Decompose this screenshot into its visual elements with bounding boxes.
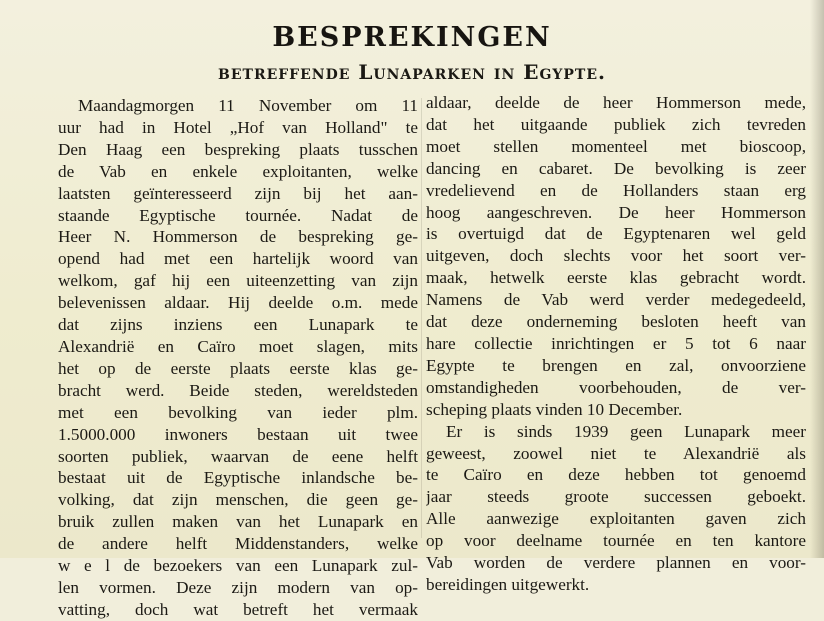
article-text-line: laatsten geïnteresseerd zijn bij het aan-	[58, 183, 418, 203]
article-text-line: bruik zullen maken van het Lunapark en	[58, 512, 418, 532]
article-text-line: op voor deelname tournée en ten kantore	[426, 531, 806, 551]
article-text-line: Alexandrië en Caïro moet slagen, mits	[58, 336, 418, 356]
article-text-line: te Caïro en deze hebben tot genoemd	[426, 465, 806, 485]
article-text-line: vatting, doch wat betreft het vermaak	[58, 599, 418, 619]
article-text-line: soorten publiek, waarvan de eene helft	[58, 446, 418, 466]
article-text-line: met een bevolking van ieder plm.	[58, 402, 418, 422]
article-text-line: de Vab en enkele exploitanten, welke	[58, 161, 418, 181]
article-text-line: vredelievend en de Hollanders staan erg	[426, 180, 806, 200]
article-text-line: Vab worden de verdere plannen en voor-	[426, 553, 806, 573]
article-text-line: Namens de Vab werd verder medegedeeld,	[426, 290, 806, 310]
article-text-line: jaar steeds groote successen geboekt.	[426, 487, 806, 507]
article-text-line: dat het uitgaande publiek zich tevreden	[426, 114, 806, 134]
article-text-line: het op de eerste plaats eerste klas ge-	[58, 358, 418, 378]
article-text-line: volking, dat zijn menschen, die geen ge-	[58, 490, 418, 510]
article-text-line: 1.5000.000 inwoners bestaan uit twee	[58, 424, 418, 444]
article-column-left	[58, 95, 418, 621]
article-text-line: opend had met een hartelijk woord van	[58, 249, 418, 269]
article-subheadline: betreffende Lunaparken in Egypte.	[218, 60, 606, 84]
article-text-line: welkom, gaf hij een uiteenzetting van zijn	[58, 271, 418, 291]
article-text-line: dat deze onderneming besloten heeft van	[426, 312, 806, 332]
article-text-line: belevenissen aldaar. Hij deelde o.m. mede	[58, 293, 418, 313]
article-text-line: staande Egyptische tournée. Nadat de	[58, 205, 418, 225]
article-column-right	[426, 92, 806, 596]
article-text-line: scheping plaats vinden 10 December.	[426, 399, 683, 419]
article-text-line: moet stellen momenteel met bioscoop,	[426, 136, 806, 156]
article-text-line: aldaar, deelde de heer Hommerson mede,	[426, 93, 806, 112]
article-text-line: Heer N. Hommerson de bespreking ge-	[58, 227, 418, 247]
article-text-line: bracht werd. Beide steden, wereldsteden	[58, 380, 418, 400]
article-text-line: omstandigheden voorbehouden, de ver-	[426, 377, 806, 397]
article-text-line: bestaat uit de Egyptische inlandsche be-	[58, 468, 418, 488]
article-text-line: Alle aanwezige exploitanten gaven zich	[426, 509, 806, 529]
article-text-line: uur had in Hotel „Hof van Holland" te	[58, 117, 418, 137]
article-text-line: geweest, zoowel niet te Alexandrië als	[426, 443, 806, 463]
article-headline: BESPREKINGEN	[272, 22, 552, 53]
article-text-line: Er is sinds 1939 geen Lunapark meer	[446, 421, 806, 441]
article-text-line: Maandagmorgen 11 November om 11	[78, 96, 418, 115]
article-text-line: dat zijns inziens een Lunapark te	[58, 315, 418, 335]
article-text-line: is overtuigd dat de Egyptenaren wel geld	[426, 224, 806, 244]
column-divider	[421, 98, 422, 538]
article-text-line: hoog aangeschreven. De heer Hommerson	[426, 202, 806, 222]
article-text-line: len vormen. Deze zijn modern van op-	[58, 577, 418, 597]
article-text-line: bereidingen uitgewerkt.	[426, 574, 590, 594]
article-text-line: de andere helft Middenstanders, welke	[58, 534, 418, 554]
article-text-line: w e l de bezoekers van een Lunapark zul-	[58, 556, 418, 576]
article-text-line: Egypte te brengen en zal, onvoorziene	[426, 355, 806, 375]
article-text-line: hare collectie inrichtingen er 5 tot 6 naar	[426, 333, 806, 353]
article-text-line: dancing en cabaret. De bevolking is zeer	[426, 158, 806, 178]
article-text-line: uitgeven, doch slechts voor het soort ver-	[426, 246, 806, 266]
article-text-line: maak, hetwelk eerste klas gebracht wordt.	[426, 268, 806, 288]
article-text-line: Den Haag een bespreking plaats tusschen	[58, 139, 418, 159]
